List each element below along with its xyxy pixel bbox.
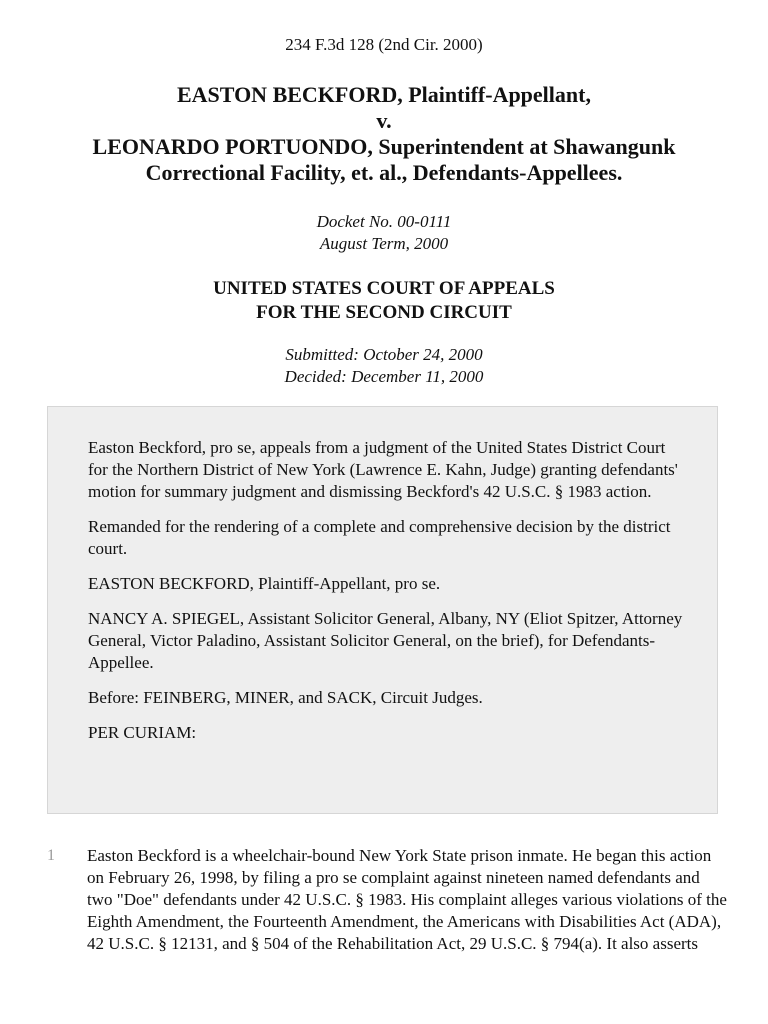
court-name-line-2: FOR THE SECOND CIRCUIT <box>256 302 512 323</box>
case-summary-box <box>47 406 718 814</box>
summary-disposition: Remanded for the rendering of a complete and comprehensive decision by the district court. <box>88 517 671 558</box>
summary-synopsis: Easton Beckford, pro se, appeals from a judgment of the United States District Court for the Northern District of New York (Lawrence E. Kahn, Judge) granting defendants' motion for summary judgment and dismissing Beckford's 42 U.S.C. § 1983 action. <box>88 438 678 501</box>
case-summary <box>88 437 688 757</box>
decided-date: Decided: December 11, 2000 <box>284 367 484 386</box>
summary-per-curiam: PER CURIAM: <box>88 723 197 742</box>
court-name-line-1: UNITED STATES COURT OF APPEALS <box>213 278 555 299</box>
submitted-date: Submitted: October 24, 2000 <box>285 345 483 364</box>
case-dates <box>0 344 768 388</box>
summary-appellee-counsel: NANCY A. SPIEGEL, Assistant Solicitor General, Albany, NY (Eliot Spitzer, Attorney General, Victor Paladino, Assistant Solicitor General, on the brief), for Defendants-Appellee. <box>88 609 683 672</box>
docket-number: Docket No. 00-0111 <box>316 212 452 231</box>
paragraph-text: Easton Beckford is a wheelchair-bound New York State prison inmate. He began this action on February 26, 1998, by filing a pro se complaint against nineteen named defendants and two "Doe" defendants under 42 U.S.C. § 1983. His complaint alleges various violations of the Eighth Amendment, the Fourteenth Amendment, the Americans with Disabilities Act (ADA), 42 U.S.C. § 12131, and § 504 of the Rehabilitation Act, 29 U.S.C. § 794(a). It also asserts <box>87 846 727 953</box>
summary-judges: Before: FEINBERG, MINER, and SACK, Circuit Judges. <box>88 688 483 707</box>
case-caption <box>0 82 768 186</box>
paragraph-number: 1 <box>47 847 55 864</box>
caption-defendant-line-1: LEONARDO PORTUONDO, Superintendent at Shawangunk <box>92 134 676 159</box>
case-citation: 234 F.3d 128 (2nd Cir. 2000) <box>285 35 483 54</box>
caption-plaintiff: EASTON BECKFORD, Plaintiff-Appellant, <box>177 82 591 107</box>
summary-appellant-counsel: EASTON BECKFORD, Plaintiff-Appellant, pro se. <box>88 574 441 593</box>
caption-versus: v. <box>376 108 392 133</box>
docket-term: August Term, 2000 <box>319 234 449 253</box>
court-name <box>0 277 768 325</box>
caption-defendant-line-2: Correctional Facility, et. al., Defendants-Appellees. <box>145 160 623 185</box>
docket-info <box>0 211 768 255</box>
